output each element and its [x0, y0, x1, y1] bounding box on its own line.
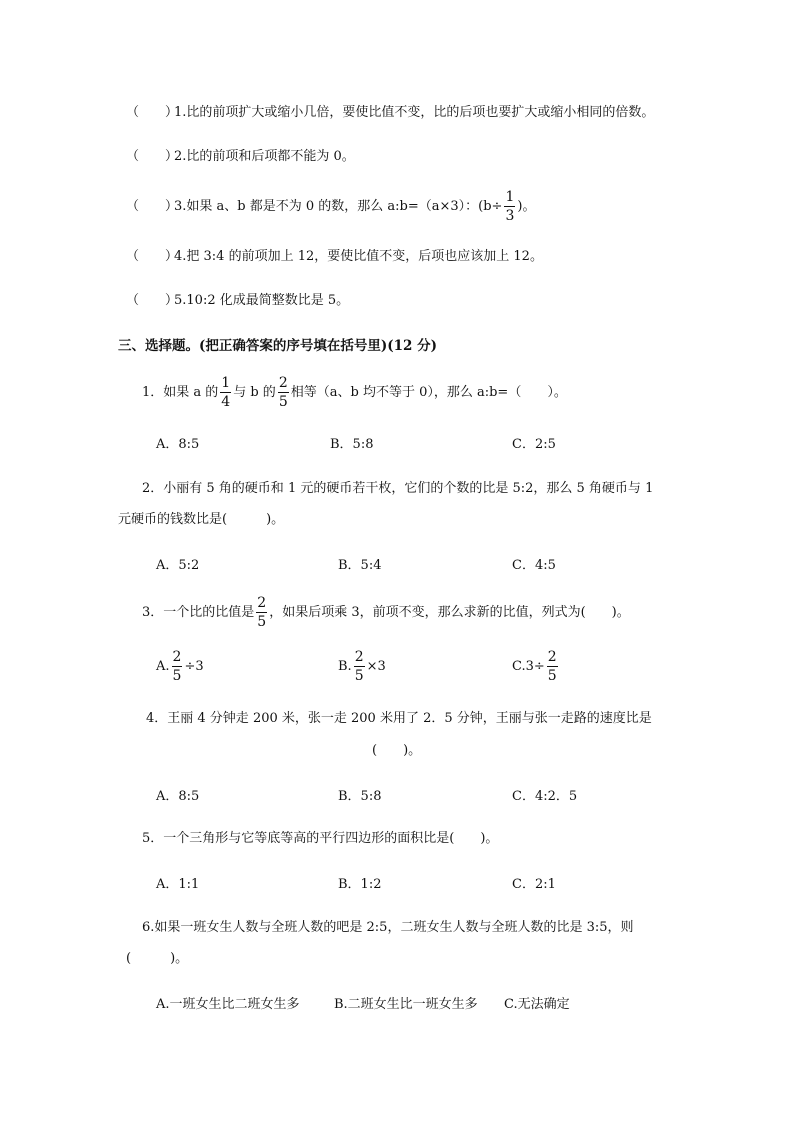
- tf-item-4: [126, 248, 543, 266]
- option-b[interactable]: B．5:8: [338, 789, 382, 804]
- tf-item-5: [126, 292, 349, 310]
- question-2-cont: 元硬币的钱数比是( )。: [118, 512, 285, 527]
- question-3: 3．一个比的比值是 $\frac{2}{5}$ ，如果后项乘 3，前项不变，那么求新的比值，列式为( )。: [142, 595, 630, 630]
- option-a[interactable]: A．8:5: [156, 437, 200, 452]
- tf-item-3: [126, 188, 535, 226]
- option-a[interactable]: A.一班女生比二班女生多: [156, 997, 300, 1012]
- fraction: $\frac{1}{3}$: [505, 189, 515, 224]
- question-4-cont: ( )。: [372, 743, 422, 758]
- option-b[interactable]: B. $\frac{2}{5}$ ×3: [338, 649, 386, 684]
- option-c[interactable]: C．2:1: [512, 877, 556, 892]
- section-heading: 三、选择题。(把正确答案的序号填在括号里)(12 分): [118, 338, 438, 354]
- option-a[interactable]: A．8:5: [156, 789, 200, 804]
- question-5: 5．一个三角形与它等底等高的平行四边形的面积比是( )。: [142, 831, 499, 846]
- answer-paren[interactable]: （ ）: [126, 293, 179, 308]
- answer-paren[interactable]: （ ）: [126, 249, 179, 264]
- item-text: 4.把 3:4 的前项加上 12，要使比值不变，后项也应该加上 12。: [174, 249, 543, 264]
- tf-item-2: [126, 148, 355, 166]
- option-c[interactable]: C．4:5: [512, 558, 556, 573]
- question-4: 4．王丽 4 分钟走 200 米，张一走 200 米用了 2．5 分钟，王丽与张一走路的速度比是: [146, 711, 652, 726]
- fraction: $\frac{2}{5}$: [354, 649, 364, 684]
- option-b[interactable]: B．5:8: [330, 437, 374, 452]
- item-text: 3.如果 a、b 都是不为 0 的数，那么 a:b=（a×3）：(b÷: [174, 199, 503, 214]
- item-text: 2.比的前项和后项都不能为 0。: [174, 149, 355, 164]
- answer-paren[interactable]: （ ）: [126, 149, 179, 164]
- option-b[interactable]: B.二班女生比一班女生多: [334, 997, 478, 1012]
- option-a[interactable]: A．1:1: [156, 877, 200, 892]
- fraction: $\frac{2}{5}$: [172, 649, 182, 684]
- option-c[interactable]: C.3÷ $\frac{2}{5}$: [512, 649, 557, 684]
- option-b[interactable]: B．1:2: [338, 877, 382, 892]
- item-text: 1.比的前项扩大或缩小几倍，要使比值不变，比的后项也要扩大或缩小相同的倍数。: [174, 105, 655, 120]
- answer-paren[interactable]: （ ）: [126, 105, 179, 120]
- fraction: $\frac{2}{5}$: [547, 649, 557, 684]
- question-6-cont: ( )。: [126, 951, 189, 966]
- option-b[interactable]: B．5:4: [338, 558, 382, 573]
- question-2: 2．小丽有 5 角的硬币和 1 元的硬币若干枚，它们的个数的比是 5:2，那么 5 角硬币与 1: [142, 481, 654, 496]
- option-a[interactable]: A．5:2: [156, 558, 200, 573]
- answer-paren[interactable]: （ ）: [126, 199, 179, 214]
- fraction: $\frac{2}{5}$: [278, 375, 288, 410]
- item-text-end: )。: [517, 199, 536, 214]
- question-1: 1．如果 a 的 $\frac{1}{4}$ 与 b 的 $\frac{2}{5}$ 相等（a、b 均不等于 0），那么 a:b=（ ）。: [142, 375, 567, 410]
- option-c[interactable]: C．4:2．5: [512, 789, 578, 804]
- item-text: 5.10:2 化成最简整数比是 5。: [174, 293, 350, 308]
- fraction: $\frac{2}{5}$: [257, 595, 267, 630]
- tf-item-1: [126, 104, 654, 122]
- question-6: 6.如果一班女生人数与全班人数的吧是 2:5，二班女生人数与全班人数的比是 3:5，则: [142, 920, 634, 935]
- fraction: $\frac{1}{4}$: [221, 375, 231, 410]
- option-c[interactable]: C．2:5: [512, 437, 556, 452]
- option-a[interactable]: A. $\frac{2}{5}$ ÷3: [156, 649, 204, 684]
- option-c[interactable]: C.无法确定: [504, 997, 570, 1012]
